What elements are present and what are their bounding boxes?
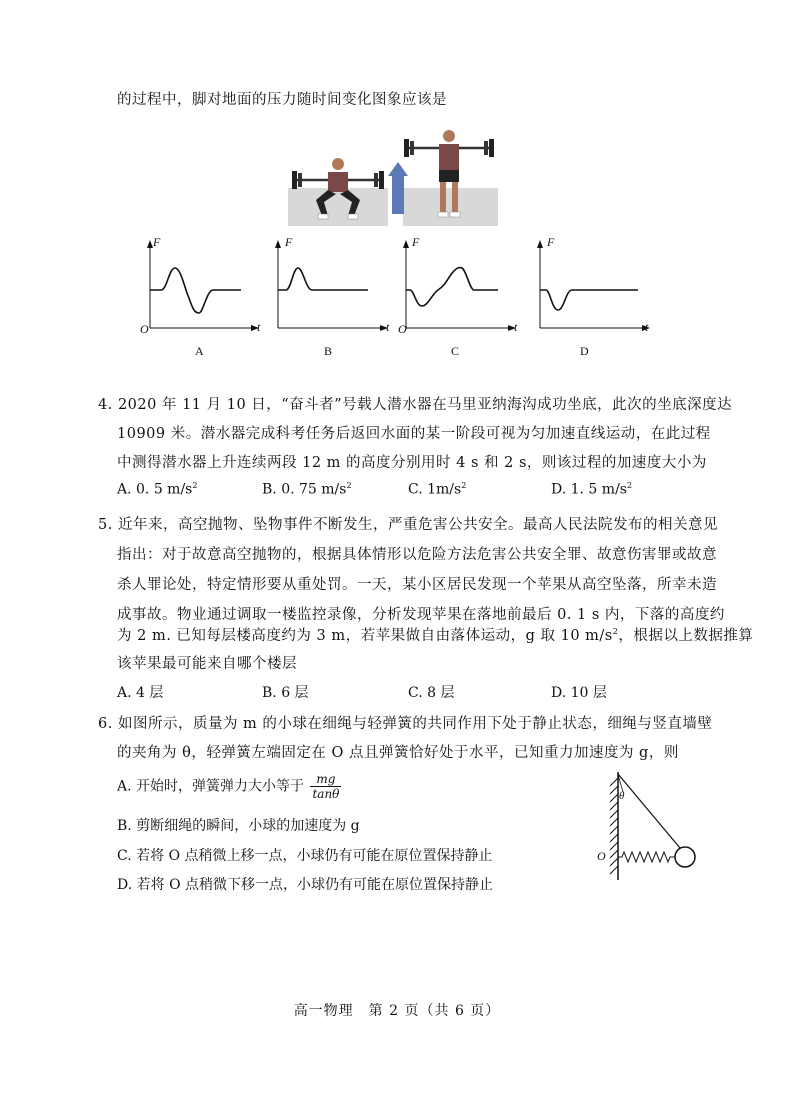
graph-a-label: A [195,344,204,358]
q6-line-2: 的夹角为 θ，轻弹簧左端固定在 O 点且弹簧恰好处于水平，已知重力加速度为 g，则 [117,745,679,761]
q5-line-2: 指出：对于故意高空抛物的，根据具体情形以危险方法危害公共安全罪、故意伤害罪或故意 [117,547,717,563]
q5-option-c[interactable]: C. 8 层 [408,685,455,701]
graph-b-t-label: t [386,320,390,334]
graph-c-label: C [451,344,460,358]
q5-option-d[interactable]: D. 10 层 [551,685,607,701]
q4-option-a[interactable]: A. 0. 5 $m/s^2$ [117,481,198,498]
graph-c-f-label: F [412,235,420,249]
q5-line-5: 为 2 m. 已知每层楼高度约为 3 m，若苹果做自由落体运动，g 取 10 $m/s^2$，根据以上数据推算 [117,627,754,644]
q4-line-1: 4. 2020 年 11 月 10 日，“奋斗者”号载人潜水器在马里亚纳海沟成功坐底，此次的坐底深度达 [98,397,733,413]
q5-line-1: 5. 近年来，高空抛物、坠物事件不断发生，严重危害公共安全。最高人民法院发布的相关意见 [98,517,718,533]
weightlifter-figure [288,128,498,230]
curve-d [540,290,638,310]
point-o-label: O [597,849,606,863]
q6-option-b[interactable]: B. 剪断细绳的瞬间，小球的加速度为 g [117,818,360,834]
graph-d-f-label: F [547,235,555,249]
wall-hatching [610,778,618,874]
spring [618,852,675,862]
q5-line-4: 成事故。物业通过调取一楼监控录像，分析发现苹果在落地前最后 0. 1 s 内，下落的高度约 [117,607,725,623]
q6-option-c[interactable]: C. 若将 O 点稍微上移一点，小球仍有可能在原位置保持静止 [117,848,493,864]
floor-mat-left [288,188,388,226]
q5-option-b[interactable]: B. 6 层 [262,685,309,701]
curve-c [406,267,498,306]
graph-a [135,238,265,338]
q4-line-2: 10909 米。潜水器完成科考任务后返回水面的某一阶段可视为匀加速直线运动，在此过程 [117,426,711,442]
graph-c [394,238,524,338]
fraction-mg-over-tan: $\frac{mg}{\tan\theta}$ [312,772,340,801]
graph-a-origin: O [140,322,149,336]
graph-a-f-label: F [153,235,161,249]
graph-b [266,238,396,338]
graph-b-label: B [324,344,333,358]
curve-b [278,268,368,290]
q6-line-1: 6. 如图所示，质量为 m 的小球在细绳与轻弹簧的共同作用下处于静止状态，细绳与竖直墙壁 [98,716,713,732]
curve-a [150,268,241,313]
q4-option-b[interactable]: B. 0. 75 $m/s^2$ [262,481,352,498]
graph-d-t-label: t [645,320,649,334]
graph-c-origin: O [398,322,407,336]
q5-line-6: 该苹果最可能来自哪个楼层 [117,656,297,672]
spring-ball-figure [600,770,705,885]
q5-option-a[interactable]: A. 4 层 [117,685,164,701]
floor-mat-right [403,188,498,226]
string [618,774,680,848]
q6-option-a[interactable]: A. 开始时，弹簧弹力大小等于 $\frac{mg}{\tan\theta}$ [117,772,340,801]
q6-option-d[interactable]: D. 若将 O 点稍微下移一点，小球仍有可能在原位置保持静止 [117,877,494,893]
page-footer: 高一物理 第 2 页（共 6 页） [293,1003,501,1019]
q4-option-d[interactable]: D. 1. 5 $m/s^2$ [551,481,633,498]
question-3-text: 的过程中，脚对地面的压力随时间变化图象应该是 [117,92,447,108]
q4-option-c[interactable]: C. $1m/s^2$ [408,481,467,498]
ball [675,847,695,867]
graph-b-f-label: F [285,235,293,249]
theta-label: θ [619,790,625,802]
q5-line-3: 杀人罪论处，特定情形要从重处罚。一天，某小区居民发现一个苹果从高空坠落，所幸未造 [117,577,717,593]
graph-d [528,238,658,338]
graph-a-t-label: t [257,320,261,334]
q4-line-3: 中测得潜水器上升连续两段 12 m 的高度分别用时 4 s 和 2 s，则该过程的加速度大小为 [117,455,707,471]
graph-c-t-label: t [514,320,518,334]
graph-d-label: D [580,344,589,358]
